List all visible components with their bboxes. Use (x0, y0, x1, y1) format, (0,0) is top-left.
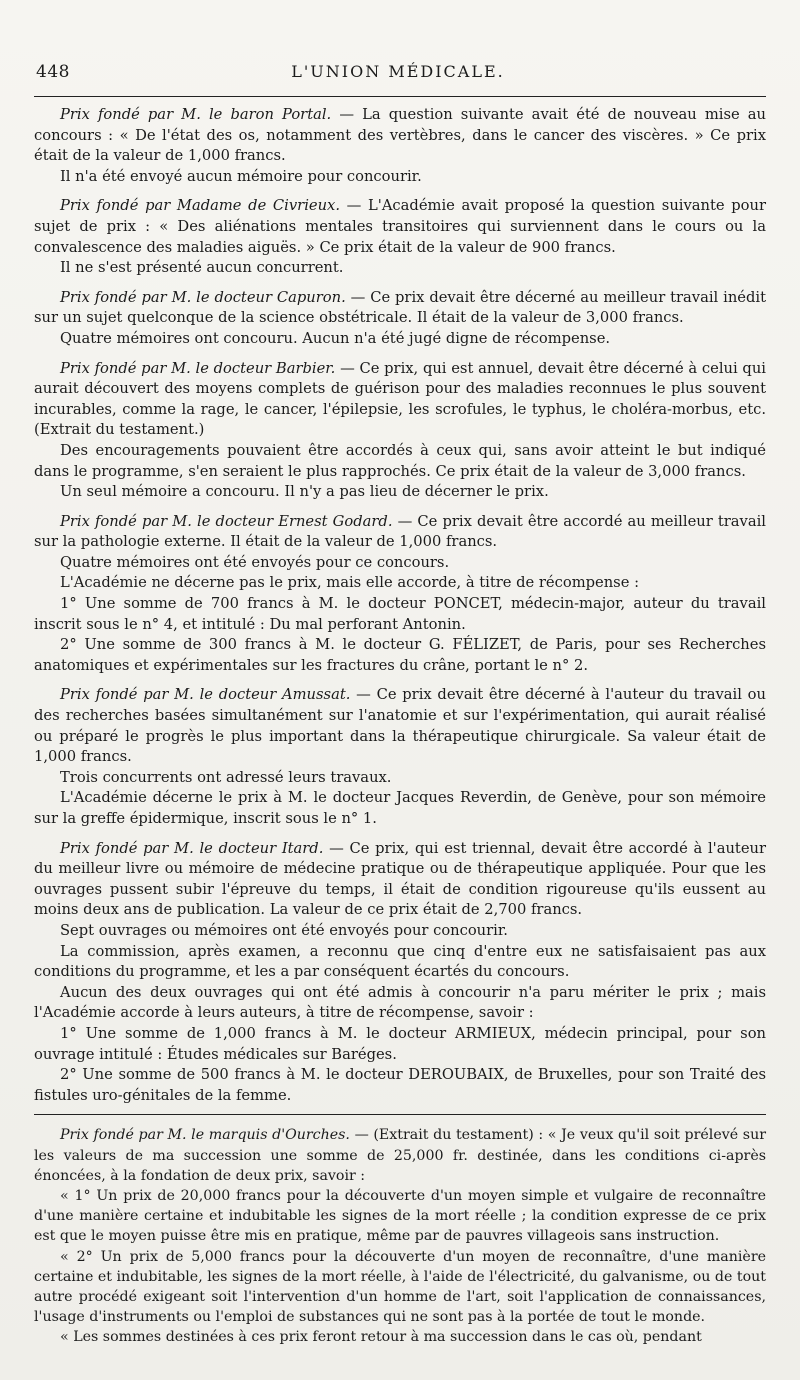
paragraph (34, 1327, 766, 1347)
paragraph (34, 512, 766, 553)
paragraph (34, 942, 766, 983)
paragraph (34, 288, 766, 329)
prize-heading: Prix fondé par M. le docteur Ernest Godard. (60, 512, 393, 530)
paragraph-text: — Ce prix devait être décerné au meilleur travail inédit sur un sujet quelconque de la science obstétricale. Il était de la valeur de 3,000 francs. (34, 288, 766, 327)
paragraph (34, 553, 766, 574)
prize-heading: Prix fondé par Madame de Civrieux. (60, 197, 340, 215)
paragraph (34, 1065, 766, 1106)
paragraph (34, 482, 766, 503)
paragraph-text: — La question suivante avait été de nouveau mise au concours : « De l'état des os, notamment des vertèbres, dans le cancer des viscères. » Ce prix était de la valeur de 1,000 francs. (34, 106, 766, 165)
running-title: L'UNION MÉDICALE. (291, 62, 505, 81)
paragraph (34, 1125, 766, 1186)
paragraph-text: Un seul mémoire a concouru. Il n'y a pas lieu de décerner le prix. (60, 483, 549, 501)
paragraph-text: « Les sommes destinées à ces prix feront retour à ma succession dans le cas où, pendant (60, 1329, 702, 1346)
paragraph-text: Quatre mémoires ont été envoyés pour ce concours. (60, 553, 450, 571)
paragraph (34, 839, 766, 921)
paragraph-text: — Ce prix, qui est triennal, devait être accordé à l'auteur du meilleur livre ou mémoire de médecine pratique ou de thérapeutique appliquée. Pour que les ouvrages pussent subir l'épreuve du temps, il était de condition rigoureuse qu'ils eussent au moins deux ans de publication. La valeur de ce prix était de 2,700 francs. (34, 839, 766, 919)
section-rule (34, 1114, 766, 1115)
paragraph (34, 441, 766, 482)
paragraph (34, 573, 766, 594)
section-ourches (34, 1125, 766, 1347)
paragraph (34, 1024, 766, 1065)
prize-heading: Prix fondé par M. le docteur Capuron. (60, 288, 346, 306)
paragraph (34, 921, 766, 942)
paragraph-text: Il n'a été envoyé aucun mémoire pour concourir. (60, 167, 422, 185)
paragraph (34, 105, 766, 167)
paragraph-text: L'Académie décerne le prix à M. le docteur Jacques Reverdin, de Genève, pour son mémoire sur la greffe épidermique, inscrit sous le n° 1. (34, 789, 766, 827)
paragraph-text: Aucun des deux ouvrages qui ont été admis à concourir n'a paru mériter le prix ; mais l'Académie accorde à leurs auteurs, à titre de récompense, savoir : (34, 983, 766, 1022)
paragraph-text: Trois concurrents ont adressé leurs travaux. (60, 768, 392, 786)
paragraph-text: — Ce prix, qui est annuel, devait être décerné à celui qui aurait découvert des moyens complets de guérison pour des maladies reconnues le plus souvent incurables, comme la rage, le cancer, l'épilepsie, les scrofules, le typhus, le choléra-morbus, etc. (Extrait du testament.) (34, 359, 766, 439)
paragraph (34, 768, 766, 789)
body-text (34, 105, 766, 1106)
header-rule (34, 96, 766, 97)
paragraph (34, 329, 766, 350)
paragraph (34, 788, 766, 829)
paragraph-text: — Ce prix devait être décerné à l'auteur du travail ou des recherches basées simultanément sur l'anatomie et sur l'expérimentation, qui aurait réalisé ou préparé le progrès le plus important dans la thérapeutique chirurgicale. Sa valeur était de 1,000 francs. (34, 686, 766, 766)
prize-heading: Prix fondé par M. le marquis d'Ourches. (60, 1127, 350, 1144)
paragraph (34, 359, 766, 441)
paragraph-text: 1° Une somme de 1,000 francs à M. le docteur ARMIEUX, médecin principal, pour son ouvrage intitulé : Études médicales sur Baréges. (34, 1024, 766, 1063)
paragraph-text: Des encouragements pouvaient être accordés à ceux qui, sans avoir atteint le but indiqué dans le programme, s'en seraient le plus rapprochés. Ce prix était de la valeur de 3,000 francs. (34, 441, 766, 480)
paragraph (34, 983, 766, 1024)
paragraph-text: L'Académie ne décerne pas le prix, mais elle accorde, à titre de récompense : (60, 574, 640, 592)
page-header (34, 62, 766, 82)
prize-heading: Prix fondé par M. le docteur Itard. (60, 839, 324, 857)
paragraph-text: Il ne s'est présenté aucun concurrent. (60, 259, 344, 277)
paragraph-text: 2° Une somme de 300 francs à M. le docteur G. FÉLIZET, de Paris, pour ses Recherches anatomiques et expérimentales sur les fractures du crâne, portant le n° 2. (34, 636, 766, 674)
page-number: 448 (36, 62, 70, 82)
paragraph (34, 685, 766, 767)
paragraph (34, 1186, 766, 1247)
paragraph-text: Sept ouvrages ou mémoires ont été envoyés pour concourir. (60, 921, 508, 939)
paragraph-text: — Ce prix devait être accordé au meilleur travail sur la pathologie externe. Il était de la valeur de 1,000 francs. (34, 512, 766, 551)
prize-heading: Prix fondé par M. le baron Portal. (60, 106, 332, 123)
paragraph-text: — L'Académie avait proposé la question suivante pour sujet de prix : « Des aliénations mentales transitoires qui surviennent dans le cours ou la convalescence des maladies aiguës. » Ce prix était de la valeur de 900 francs. (34, 197, 767, 256)
paragraph (34, 258, 766, 279)
paragraph-text: 1° Une somme de 700 francs à M. le docteur PONCET, médecin-major, auteur du travail inscrit sous le n° 4, et intitulé : Du mal perforant Antonin. (34, 595, 766, 633)
paragraph (34, 594, 766, 635)
paragraph-text: « 1° Un prix de 20,000 francs pour la découverte d'un moyen simple et vulgaire de reconnaître d'une manière certaine et indubitable les signes de la mort réelle ; la condition expresse de ce prix est que le moyen puisse être mis en pratique, même par de pauvres villageois sans instruction. (34, 1187, 766, 1245)
paragraph (34, 1247, 766, 1328)
paragraph-text: 2° Une somme de 500 francs à M. le docteur DEROUBAIX, de Bruxelles, pour son Traité des fistules uro-génitales de la femme. (34, 1066, 766, 1104)
paragraph-text: Quatre mémoires ont concouru. Aucun n'a été jugé digne de récompense. (60, 329, 611, 347)
paragraph-text: La commission, après examen, a reconnu que cinq d'entre eux ne satisfaisaient pas aux conditions du programme, et les a par conséquent écartés du concours. (34, 942, 766, 981)
paragraph-text: « 2° Un prix de 5,000 francs pour la découverte d'un moyen de reconnaître, d'une manière certaine et indubitable, les signes de la mort réelle, à l'aide de l'électricité, du galvanisme, ou de tout autre procédé exigeant soit l'intervention d'un homme de l'art, soit l'application de connaissances, l'usage d'instruments ou l'emploi de substances qui ne sont pas à la portée de tout le monde. (34, 1248, 766, 1326)
paragraph-text: — (Extrait du testament) : « Je veux qu'il soit prélevé sur les valeurs de ma succession une somme de 25,000 fr. destinée, dans les conditions ci-après énoncées, à la fondation de deux prix, savoir : (34, 1127, 766, 1184)
prize-heading: Prix fondé par M. le docteur Amussat. (60, 686, 351, 704)
paragraph (34, 167, 766, 188)
paragraph (34, 635, 766, 676)
section2-text (34, 1125, 766, 1347)
prize-heading: Prix fondé par M. le docteur Barbier. (60, 359, 336, 377)
paragraph (34, 196, 766, 258)
